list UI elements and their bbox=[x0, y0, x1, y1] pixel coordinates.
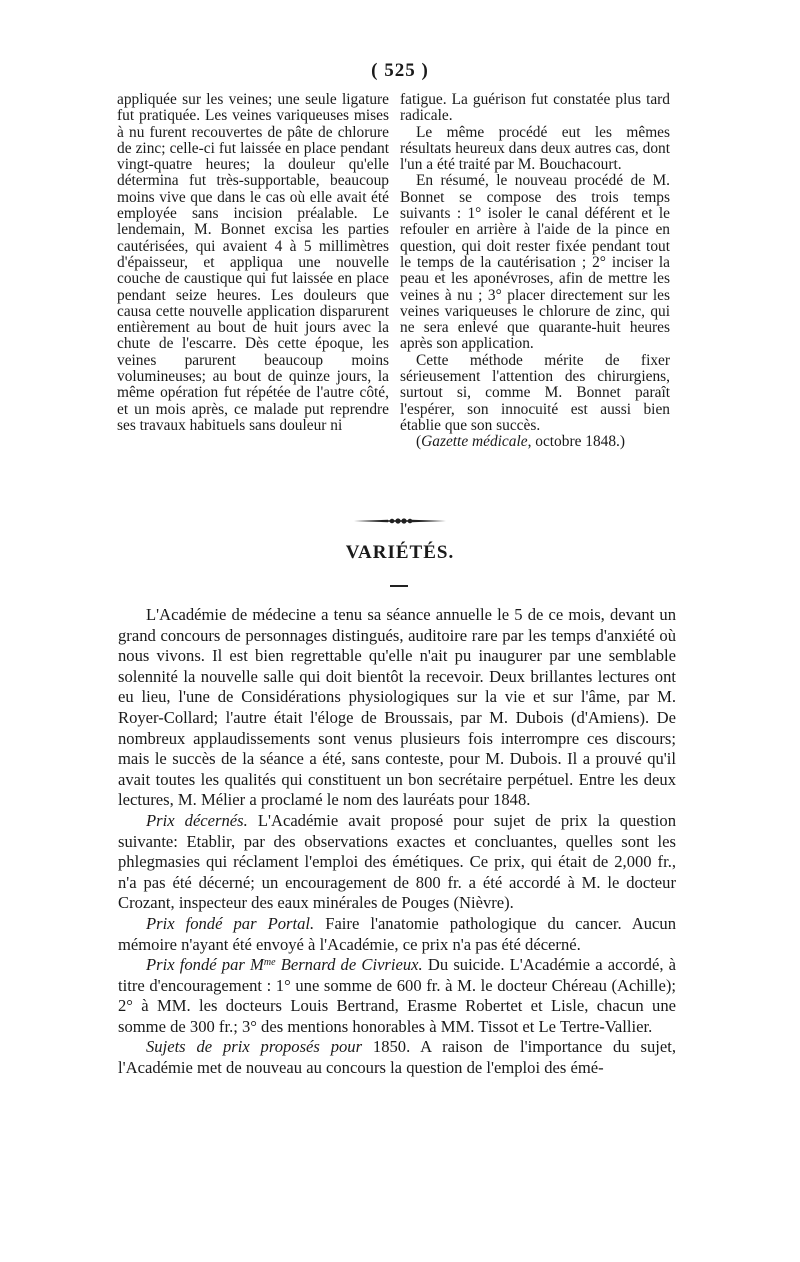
prize-heading-decernes: Prix décernés. bbox=[146, 810, 248, 830]
body-paragraph-3 bbox=[118, 914, 676, 955]
section-ornament bbox=[0, 515, 800, 527]
body-paragraph-3-text: Faire l'anatomie pathologique du cancer. Aucun mémoire n'ayant été envoyé à l'Académie, ce prix n'a pas été décerné. bbox=[118, 913, 676, 954]
body-paragraph-4-text: Du suicide. L'Académie a accordé, à titre d'encouragement : 1° une somme de 600 fr. à M. le docteur Chéreau (Achille); 2° à MM. les docteurs Louis Bertrand, Erasme Robertet et Lisle, chacun une somme de 300 fr.; 3° des mentions honorables à MM. Tissot et Le Tertre-Vallier. bbox=[118, 955, 677, 1036]
body-paragraph-4 bbox=[118, 955, 676, 1037]
body-paragraph-5 bbox=[118, 1037, 676, 1078]
right-paragraph-1: fatigue. La guérison fut constatée plus tard radicale. bbox=[400, 91, 670, 125]
section-title: VARIÉTÉS. bbox=[345, 542, 455, 563]
section-divider bbox=[390, 585, 408, 587]
prize-heading-1850: Sujets de prix proposés pour bbox=[146, 1037, 363, 1057]
right-column bbox=[400, 92, 670, 451]
body-paragraph-5-text: 1850. A raison de l'importance du sujet, l'Académie met de nouveau au concours la question de l'emploi des émé- bbox=[118, 1037, 676, 1078]
left-column bbox=[117, 92, 389, 434]
prize-heading-civrieux-a: Prix fondé par M bbox=[146, 955, 264, 975]
left-paragraph: appliquée sur les veines; une seule ligature fut pratiquée. Les veines variqueuses mises à nu furent recouvertes de pâte de chlorure de zinc; celle-ci fut laissée en place pendant vingt-quatre heures; la douleur qu'elle détermina fut très-supportable, beaucoup moins vive que dans le cas où elle avait été employée sans incision préalable. Le lendemain, M. Bonnet excisa les parties cautérisées, qui avaient 4 à 5 millimètres d'épaisseur, et appliqua une nouvelle couche de caustique qui fut laissée en place pendant seize heures. Les douleurs que causa cette nouvelle application disparurent entièrement au bout de huit jours avec la chute de l'escarre. Dès cette époque, les veines parurent beaucoup moins volumineuses; au bout de quinze jours, la même opération fut répétée de l'autre côté, et un mois après, ce malade put reprendre ses travaux habituels sans douleur ni bbox=[117, 91, 389, 434]
source-citation bbox=[400, 434, 670, 450]
source-open-paren: ( bbox=[416, 433, 422, 451]
ornament-rule-icon bbox=[352, 515, 448, 527]
body-paragraph-1: L'Académie de médecine a tenu sa séance annuelle le 5 de ce mois, devant un grand concours de personnages distingués, auditoire rare par les temps d'anxiété où nous vivons. Il est bien regrettable qu'elle n'ait pu inaugurer par une semblable solennité la nouvelle salle qui doit bientôt la recevoir. Deux brillantes lectures ont eu lieu, l'une de Considérations physiologiques sur la vie et sur l'âme, par M. Royer-Collard; l'autre était l'éloge de Broussais, par M. Dubois (d'Amiens). De nombreux applaudissements sont venus plusieurs fois interrompre ces discours; mais le succès de la séance a été, sans conteste, pour M. Dubois. Il a prouvé qu'il avait toutes les qualités qui constituent un bon secrétaire perpétuel. Entre les deux lectures, M. Mélier a proclamé le nom des lauréats pour 1848. bbox=[118, 605, 676, 810]
right-paragraph-2: Le même procédé eut les mêmes résultats heureux dans deux autres cas, dont l'un a été traité par M. Bouchacourt. bbox=[400, 123, 670, 174]
right-paragraph-4: Cette méthode mérite de fixer sérieusement l'attention des chirurgiens, surtout si, comme M. Bonnet paraît l'espérer, son innocuité est aussi bien établie que son succès. bbox=[400, 351, 670, 434]
body-paragraph-2-text: L'Académie avait proposé pour sujet de prix la question suivante: Etablir, par des observations exactes et concluantes, quelles sont les phlegmasies qui réclament l'emploi des émétiques. Ce prix, qui était de 2,000 fr., n'a pas été décerné; un encouragement de 800 fr. a été accordé à M. le docteur Crozant, inspecteur des eaux minérales de Pouges (Nièvre). bbox=[118, 810, 676, 913]
page-number: ( 525 ) bbox=[371, 60, 429, 81]
source-journal: Gazette médicale bbox=[421, 433, 528, 451]
right-paragraph-3: En résumé, le nouveau procédé de M. Bonnet se compose des trois temps suivants : 1° isoler le canal déférent et le refouler en arrière à l'aide de la pince en question, qui doit rester fixée pendant tout le temps de la cautérisation ; 2° inciser la peau et les aponévroses, afin de mettre les veines à nu ; 3° placer directement sur les veines variqueuses le chlorure de zinc, qui ne sera enlevé que quarante-huit heures après son application. bbox=[400, 172, 670, 353]
varietes-body bbox=[118, 605, 676, 1079]
prize-heading-civrieux bbox=[146, 955, 423, 974]
body-paragraph-2 bbox=[118, 811, 676, 914]
source-date: , octobre 1848.) bbox=[527, 433, 626, 451]
prize-heading-civrieux-b: Bernard de Civrieux. bbox=[275, 955, 423, 975]
prize-heading-civrieux-sup: me bbox=[263, 957, 276, 969]
prize-heading-portal: Prix fondé par Portal. bbox=[146, 913, 315, 933]
